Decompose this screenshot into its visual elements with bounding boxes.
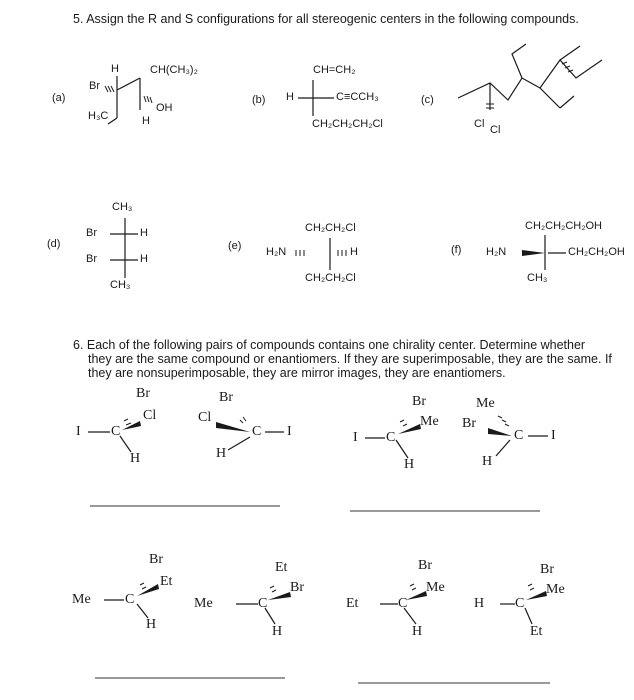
p1a-c: C [111,424,121,439]
e-h2n: H₂N [266,246,287,258]
e-top: CH₂CH₂Cl [305,222,356,234]
p4b-h: H [474,596,485,611]
question-6-line-2: they are the same compound or enantiomers. If they are superimposable, they are the same. If [88,352,612,366]
question-6-line-3: they are nonsuperimposable, they are mirror images, they are enantiomers. [88,366,506,380]
p2a-i: I [353,430,358,445]
p2a-h: H [404,457,415,472]
label-e: (e) [228,240,242,252]
p4a-me: Me [426,580,445,595]
p3b-et: Et [275,560,288,575]
p2a-me: Me [420,414,439,429]
b-right: C≡CCH₃ [336,91,379,103]
p1b-br: Br [219,390,233,405]
p2b-br: Br [462,416,476,431]
label-d: (d) [47,238,61,250]
a-h: H [111,63,119,75]
a-h2: H [142,115,150,127]
c-cl1: Cl [474,118,485,130]
p2a-br: Br [412,394,426,409]
b-top: CH=CH₂ [313,64,356,76]
question-6-line-1: 6. Each of the following pairs of compounds contains one chirality center. Determine whether [73,338,586,352]
p1a-h: H [130,451,141,466]
p1b-i: I [287,424,292,439]
p4a-h: H [412,624,423,639]
label-b: (b) [252,94,266,106]
p2b-h: H [482,454,493,469]
p4b-br: Br [540,562,554,577]
p3b-c: C [258,596,268,611]
a-oh: OH [156,102,173,114]
p3a-h: H [146,617,157,632]
p2b-me: Me [476,396,495,411]
p1b-cl: Cl [198,410,212,425]
f-h2n: H₂N [486,246,507,258]
p4b-me: Me [546,582,565,597]
d-h2: H [140,253,148,265]
p1a-i: I [76,424,81,439]
p3b-h: H [272,624,283,639]
question-5-text: 5. Assign the R and S configurations for all stereogenic centers in the following compounds. [73,12,579,26]
p3a-br: Br [149,552,163,567]
label-a: (a) [52,92,66,104]
p2a-c: C [386,430,396,445]
p3b-br: Br [290,580,304,595]
p4a-br: Br [418,558,432,573]
a-br: Br [89,80,100,92]
a-h3c: H₃C [88,110,109,122]
b-bottom: CH₂CH₂CH₂Cl [312,118,383,130]
d-bottom: CH₃ [110,279,131,291]
label-c: (c) [421,94,434,106]
p2b-i: I [551,428,556,443]
d-top: CH₃ [112,201,133,213]
p4a-et: Et [346,596,359,611]
p1b-h: H [216,446,227,461]
p4a-c: C [398,596,408,611]
e-bottom: CH₂CH₂Cl [305,272,356,284]
p1a-cl: Cl [143,408,157,423]
d-br2: Br [86,253,97,265]
p3a-c: C [125,592,135,607]
d-br1: Br [86,227,97,239]
a-chch3: CH(CH₃)₂ [150,64,198,76]
p2b-c: C [514,428,524,443]
f-bottom: CH₃ [527,272,548,284]
c-cl2: Cl [490,124,501,136]
p4b-c: C [515,596,525,611]
p3a-et: Et [160,574,173,589]
p3b-me: Me [194,596,213,611]
p1b-c: C [252,424,262,439]
p1a-br: Br [136,386,150,401]
e-h: H [350,246,358,258]
p4b-et: Et [530,624,543,639]
label-f: (f) [451,244,462,256]
d-h1: H [140,227,148,239]
f-top: CH₂CH₂CH₂OH [525,220,602,232]
b-h: H [286,91,294,103]
f-right: CH₂CH₂OH [568,246,625,258]
p3a-me: Me [72,592,91,607]
